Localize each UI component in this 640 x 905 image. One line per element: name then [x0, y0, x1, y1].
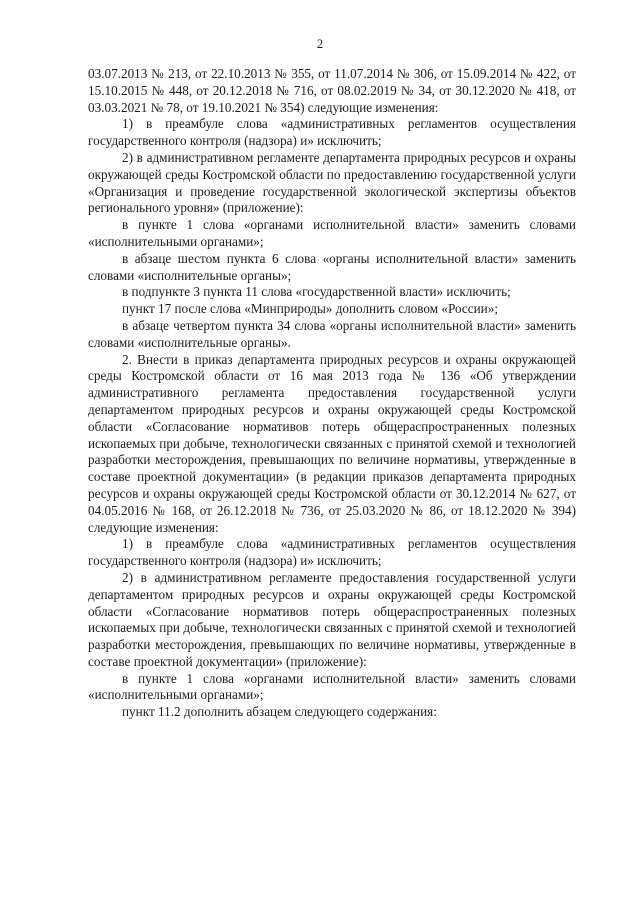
paragraph-section-2-item-1: 1) в преамбуле слова «административных регламентов осуществления государственного контроля (надзора) и» исключить;: [88, 536, 576, 569]
paragraph-clause-11: в подпункте 3 пункта 11 слова «государственной власти» исключить;: [122, 284, 511, 300]
paragraph-section-2: 2. Внести в приказ департамента природных ресурсов и охраны окружающей среды Костромской области от 16 мая 2013 года № 136 «Об утверждении административного регламента предоставления государственной услуги департаментом природных ресурсов и охраны окружающей среды Костромской области «Согласование нормативов потерь общераспространенных полезных ископаемых при добыче, технологически связанных с принятой схемой и технологией разработки месторождения, превышающих по величине нормативы, утвержденные в составе проектной документации» (в редакции приказов департамента природных ресурсов и охраны окружающей среды Костромской области от 30.12.2014 № 627, от 04.05.2016 № 168, от 26.12.2018 № 736, от 25.03.2020 № 86, от 18.12.2020 № 394) следующие изменения:: [88, 351, 576, 535]
paragraph-continuation: 03.07.2013 № 213, от 22.10.2013 № 355, от 11.07.2014 № 306, от 15.09.2014 № 422, от 15.10.2015 № 448, от 20.12.2018 № 716, от 08.02.2019 № 34, от 30.12.2020 № 418, от 03.03.2021 № 78, от 19.10.2021 № 354) следующие изменения:: [88, 66, 576, 115]
paragraph-section-2-item-2: 2) в административном регламенте предоставления государственной услуги департаментом природных ресурсов и охраны окружающей среды Костромской области «Согласование нормативов потерь общераспространенных полезных ископаемых при добыче, технологически связанных с принятой схемой и технологией разработки месторождения, превышающих по величине нормативы, утвержденные в составе проектной документации» (приложение):: [88, 569, 576, 669]
paragraph-clause-17: пункт 17 после слова «Минприроды» дополнить словом «России»;: [122, 301, 498, 317]
paragraph-clause-34: в абзаце четвертом пункта 34 слова «органы исполнительной власти» заменить словами «исполнительные органы».: [88, 317, 576, 350]
paragraph-section-2-clause-1: в пункте 1 слова «органами исполнительной власти» заменить словами «исполнительными органами»;: [88, 670, 576, 703]
paragraph-clause-1: в пункте 1 слова «органами исполнительной власти» заменить словами «исполнительными органами»;: [88, 217, 576, 249]
paragraph-section-2-clause-11-2: пункт 11.2 дополнить абзацем следующего содержания:: [122, 704, 437, 720]
paragraph-item-2-regulation: 2) в административном регламенте департамента природных ресурсов и охраны окружающей среды Костромской области по предоставлению государственной услуги «Организация и проведение государственной экологической экспертизы объектов регионального уровня» (приложение):: [88, 149, 576, 216]
paragraph-item-1-preamble: 1) в преамбуле слова «административных регламентов осуществления государственного контроля (надзора) и» исключить;: [88, 116, 576, 149]
paragraph-clause-6: в абзаце шестом пункта 6 слова «органы исполнительной власти» заменить словами «исполнительные органы»;: [88, 250, 576, 283]
document-body: [88, 66, 576, 721]
page-number: 2: [316, 36, 324, 51]
